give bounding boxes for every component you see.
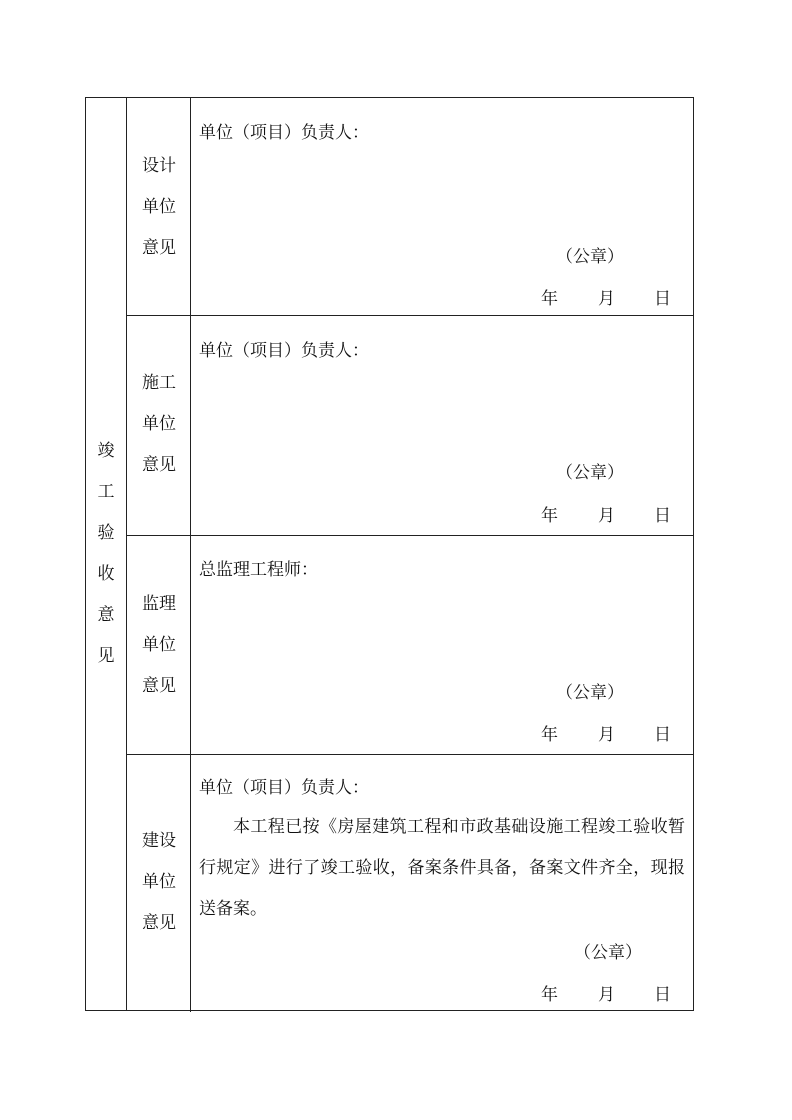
label-line: 监理	[142, 594, 176, 614]
date-month: 月	[598, 725, 615, 745]
responsible-person-label: 单位（项目）负责人：	[199, 341, 369, 361]
responsible-person-label: 单位（项目）负责人：	[199, 778, 369, 798]
section-label-cell	[127, 755, 191, 1012]
section-label	[142, 821, 182, 944]
date-month: 月	[598, 506, 615, 526]
date-day: 日	[654, 985, 671, 1005]
section-label	[142, 363, 182, 486]
seal-placeholder: （公章）	[556, 683, 624, 703]
label-line: 意见	[142, 913, 176, 933]
section-content	[191, 536, 693, 754]
outer-label-cell	[86, 98, 127, 1010]
date-year: 年	[541, 506, 558, 526]
section-construction-unit	[127, 315, 693, 535]
seal-placeholder: （公章）	[556, 247, 624, 267]
section-content	[191, 755, 693, 1012]
seal-placeholder: （公章）	[556, 463, 624, 483]
label-line: 设计	[142, 156, 176, 176]
label-line: 意见	[142, 455, 176, 475]
label-line: 意见	[142, 238, 176, 258]
filing-statement: 本工程已按《房屋建筑工程和市政基础设施工程竣工验收暂行规定》进行了竣工验收，备案条件具备，备案文件齐全，现报送备案。	[199, 817, 685, 919]
label-line: 建设	[142, 831, 176, 851]
label-line: 单位	[142, 635, 176, 655]
date-month: 月	[598, 289, 615, 309]
section-label	[142, 146, 182, 269]
section-label-cell	[127, 536, 191, 754]
responsible-person-label: 单位（项目）负责人：	[199, 123, 369, 143]
sections-column	[127, 98, 693, 1010]
section-content	[191, 316, 693, 535]
label-line: 单位	[142, 197, 176, 217]
date-month: 月	[598, 985, 615, 1005]
label-line: 单位	[142, 414, 176, 434]
acceptance-opinion-table	[85, 97, 694, 1011]
section-owner-unit	[127, 754, 693, 1012]
chief-supervisor-label: 总监理工程师：	[199, 560, 318, 580]
section-label-cell	[127, 98, 191, 315]
section-design-unit	[127, 98, 693, 315]
section-label-cell	[127, 316, 191, 535]
label-line: 施工	[142, 373, 176, 393]
section-label	[142, 584, 182, 707]
label-line: 单位	[142, 872, 176, 892]
section-content	[191, 98, 693, 315]
section-supervision-unit	[127, 535, 693, 754]
date-year: 年	[541, 985, 558, 1005]
outer-label-text: 竣工验收意见	[97, 441, 115, 666]
date-year: 年	[541, 725, 558, 745]
date-year: 年	[541, 289, 558, 309]
seal-placeholder: （公章）	[574, 943, 642, 963]
date-day: 日	[654, 289, 671, 309]
date-day: 日	[654, 506, 671, 526]
label-line: 意见	[142, 676, 176, 696]
date-day: 日	[654, 725, 671, 745]
